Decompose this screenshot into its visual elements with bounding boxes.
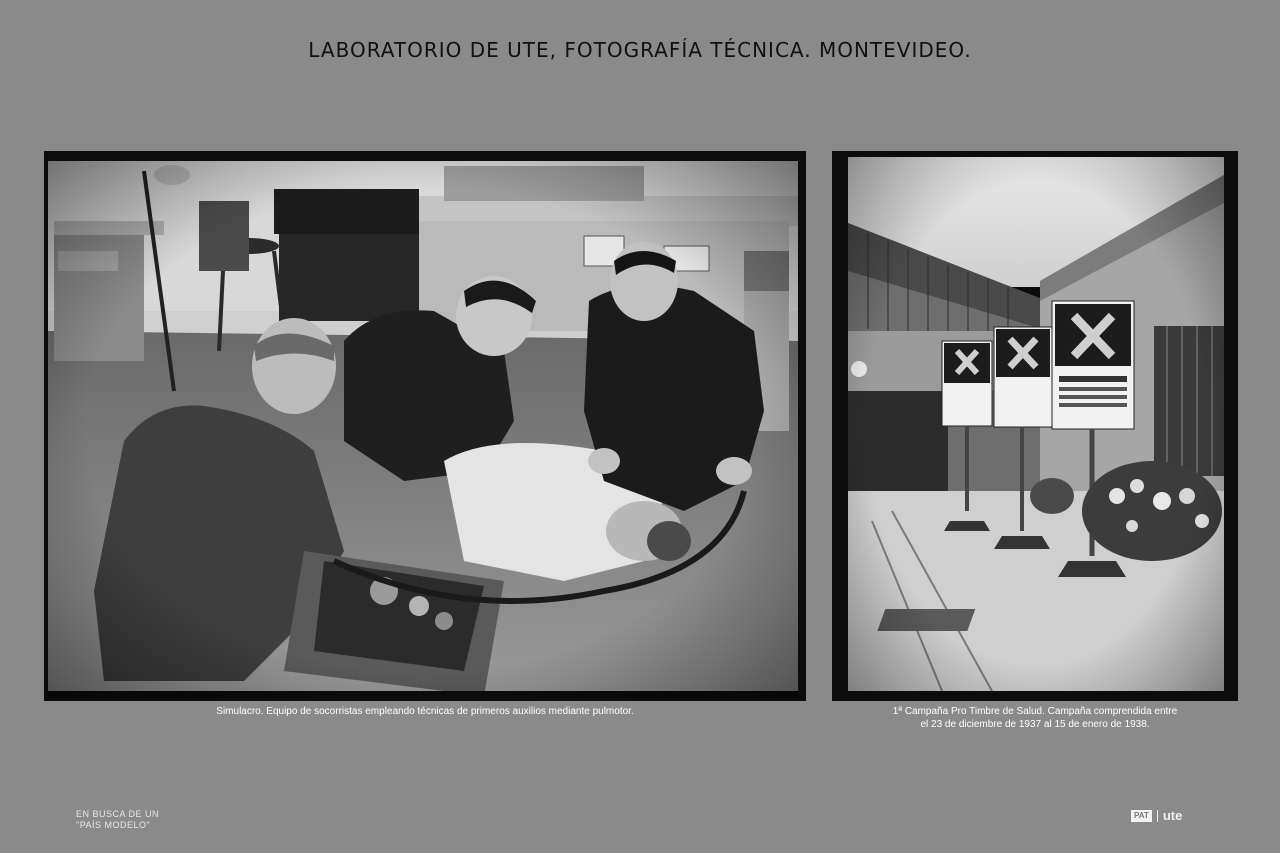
page-title: LABORATORIO DE UTE, FOTOGRAFÍA TÉCNICA. MONTEVIDEO. [308, 38, 972, 62]
caption-campania [832, 705, 1238, 731]
caption-campania-line1: 1ª Campaña Pro Timbre de Salud. Campaña comprendida entre [892, 706, 1178, 717]
caption-campania-line2: el 23 de diciembre de 1937 al 15 de enero de 1938. [920, 719, 1150, 730]
ute-logo: ute [1162, 808, 1183, 823]
photo-simulacro [44, 151, 806, 701]
caption-simulacro: Simulacro. Equipo de socorristas empleando técnicas de primeros auxilios mediante pulmotor. [216, 706, 634, 717]
series-title [76, 809, 159, 831]
series-title-line2: "PAÍS MODELO" [76, 820, 151, 830]
logo-divider [1157, 810, 1158, 822]
photo-campania-image [832, 151, 1238, 701]
footer-logos [1131, 809, 1182, 823]
pat-logo: PAT [1131, 810, 1152, 822]
series-title-line1: EN BUSCA DE UN [76, 809, 160, 819]
photo-campania [832, 151, 1238, 701]
photo-simulacro-image [44, 151, 806, 701]
